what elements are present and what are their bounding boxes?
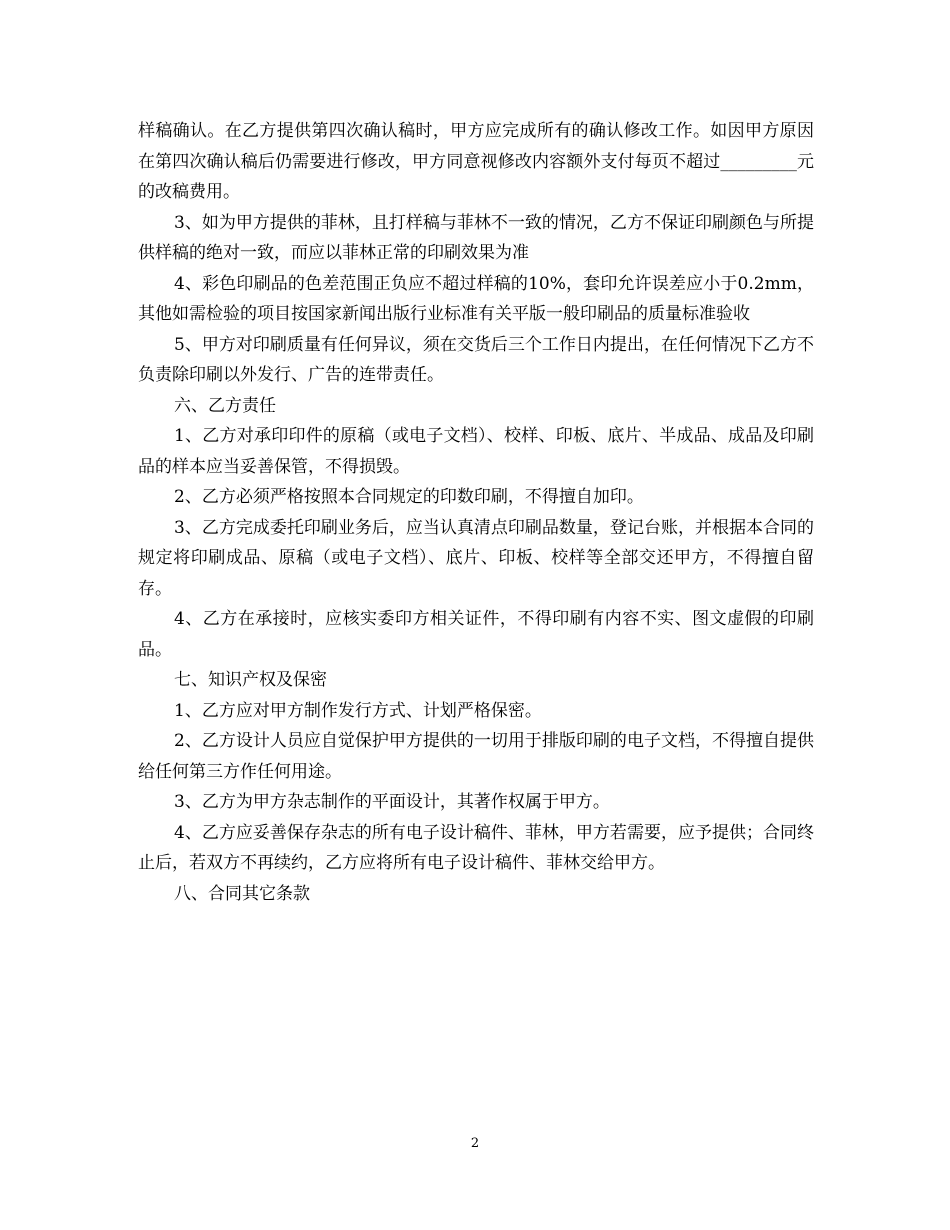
paragraph-duty-1-safekeeping: 1、乙方对承印印件的原稿（或电子文档）、校样、印板、底片、半成品、成品及印刷品的样本应当妥善保管，不得损毁。 bbox=[138, 426, 814, 477]
section-heading-ip-confidentiality: 七、知识产权及保密 bbox=[174, 670, 327, 690]
paragraph-clause-4-color-tolerance: 4、彩色印刷品的色差范围正负应不超过样稿的10%，套印允许误差应小于0.2mm，其他如需检验的项目按国家新闻出版行业标准有关平版一般印刷品的质量标准验收 bbox=[138, 273, 814, 324]
document-body bbox=[138, 116, 814, 909]
page-number: 2 bbox=[470, 1136, 480, 1151]
paragraph-duty-4-verify-credentials: 4、乙方在承接时，应核实委印方相关证件，不得印刷有内容不实、图文虚假的印刷品。 bbox=[138, 609, 814, 660]
paragraph-ip-1-confidentiality: 1、乙方应对甲方制作发行方式、计划严格保密。 bbox=[174, 700, 542, 721]
paragraph-duty-2-print-quantity: 2、乙方必须严格按照本合同规定的印数印刷，不得擅自加印。 bbox=[174, 487, 644, 507]
paragraph-ip-4-design-files: 4、乙方应妥善保存杂志的所有电子设计稿件、菲林，甲方若需要，应予提供；合同终止后，若双方不再续约，乙方应将所有电子设计稿件、菲林交给甲方。 bbox=[138, 822, 814, 873]
paragraph-clause-3-film: 3、如为甲方提供的菲林，且打样稿与菲林不一致的情况，乙方不保证印刷颜色与所提供样稿的绝对一致，而应以菲林正常的印刷效果为准 bbox=[138, 212, 814, 263]
section-heading-other-terms: 八、合同其它条款 bbox=[174, 883, 310, 904]
paragraph-duty-3-return-materials: 3、乙方完成委托印刷业务后，应当认真清点印刷品数量，登记台账，并根据本合同的规定将印刷成品、原稿（或电子文档）、底片、印板、校样等全部交还甲方，不得擅自留存。 bbox=[138, 517, 814, 599]
paragraph-continuation: 样稿确认。在乙方提供第四次确认稿时，甲方应完成所有的确认修改工作。如因甲方原因在第四次确认稿后仍需要进行修改，甲方同意视修改内容额外支付每页不超过_________元的改稿费用。 bbox=[138, 121, 814, 202]
section-heading-party-b-duties: 六、乙方责任 bbox=[174, 395, 276, 416]
paragraph-ip-3-copyright: 3、乙方为甲方杂志制作的平面设计，其著作权属于甲方。 bbox=[174, 792, 610, 812]
paragraph-clause-5-quality-objection: 5、甲方对印刷质量有任何异议，须在交货后三个工作日内提出，在任何情况下乙方不负责除印刷以外发行、广告的连带责任。 bbox=[138, 334, 814, 385]
paragraph-ip-2-electronic-files: 2、乙方设计人员应自觉保护甲方提供的一切用于排版印刷的电子文档，不得擅自提供给任何第三方作任何用途。 bbox=[138, 731, 814, 782]
